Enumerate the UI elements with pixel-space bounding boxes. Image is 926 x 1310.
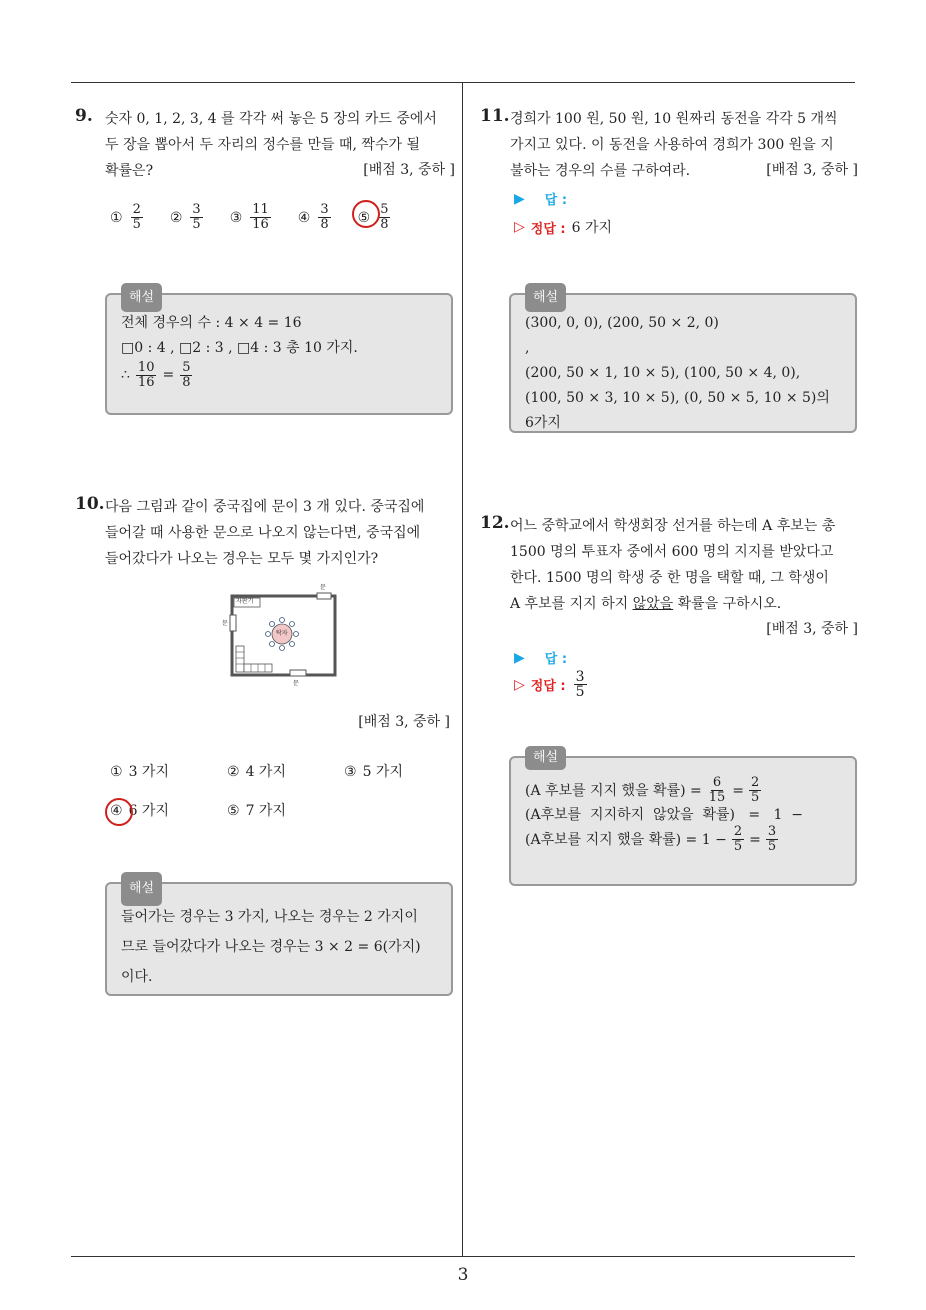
- column-divider: [462, 83, 463, 1256]
- q11-solution-box: 해설 (300, 0, 0), (200, 50 × 2, 0) , (200, 50 × 1, 10 × 5), (100, 50 × 4, 0), (100, 50 × 3, 10 × 5), (0, 50 × 5, 10 × 5)의 6가지: [509, 293, 857, 433]
- door-label-left: 문: [222, 620, 228, 627]
- choice-2[interactable]: ② 4 가지: [227, 764, 286, 780]
- door-label-top: 문: [320, 584, 326, 591]
- solution-tag: 해설: [525, 283, 566, 312]
- q10-score-meta: [배점 3, 중하 ]: [358, 714, 450, 730]
- question-text: 경희가 100 원, 50 원, 10 원짜리 동전을 각각 5 개씩 가지고 있다. 이 동전을 사용하여 경희가 300 원을 지 불하는 경우의 수를 구하여라. [배점 3, 중하 ]: [510, 106, 858, 184]
- q12-answer-row: [514, 648, 567, 667]
- q9-choices: [110, 203, 392, 232]
- question-number: 9.: [75, 106, 93, 126]
- choice-5[interactable]: ⑤ 7 가지: [227, 803, 286, 819]
- choice-4[interactable]: ④ $\frac{3}{8}$: [297, 202, 329, 232]
- answer-label: 답 :: [544, 652, 568, 667]
- question-number: 11.: [480, 106, 510, 126]
- question-text: 숫자 0, 1, 2, 3, 4 를 각각 써 놓은 5 장의 카드 중에서 두 장을 뽑아서 두 자리의 정수를 만들 때, 짝수가 될 확률은? [배점 3, 중하 ]: [105, 106, 455, 184]
- q10-solution-box: 해설 들어가는 경우는 3 가지, 나오는 경우는 2 가지이 므로 들어갔다가 나오는 경우는 3 × 2 = 6(가지) 이다.: [105, 882, 453, 996]
- choice-2[interactable]: ② $\frac{3}{5}$: [169, 202, 201, 232]
- play-triangle-icon: ▶: [514, 190, 525, 207]
- correct-value: $\frac{3}{5}$: [575, 669, 585, 700]
- choice-1[interactable]: ① $\frac{2}{5}$: [110, 202, 141, 232]
- correct-label: 정답 :: [530, 221, 566, 237]
- correct-label: 정답 :: [530, 679, 566, 694]
- score-meta: [배점 3, 중하 ]: [766, 162, 858, 178]
- question-9: [75, 106, 455, 184]
- restaurant-floor-plan: [222, 582, 342, 688]
- q11-correct-row: [514, 217, 612, 237]
- question-text: 어느 중학교에서 학생회장 선거를 하는데 A 후보는 총 1500 명의 투표자 중에서 600 명의 지지를 받았다고 한다. 1500 명의 학생 중 한 명을 택할 때, 그 학생이 A 후보를 지지 하지 않았을 확률을 구하시오. [배점 3, 중하 ]: [510, 513, 858, 641]
- q10-choices: [110, 760, 440, 823]
- door-label-bottom: 문: [293, 680, 299, 687]
- question-10: [75, 494, 455, 572]
- answer-label: 답 :: [544, 193, 568, 208]
- top-rule: [71, 82, 855, 83]
- score-meta: [배점 3, 중하 ]: [766, 621, 858, 637]
- question-11: [480, 106, 858, 184]
- page-number: 3: [457, 1265, 469, 1285]
- question-text: 다음 그림과 같이 중국집에 문이 3 개 있다. 중국집에 들어갈 때 사용한 문으로 나오지 않는다면, 중국집에 들어갔다가 나오는 경우는 모두 몇 가지인가?: [105, 499, 425, 567]
- question-number: 10.: [75, 494, 105, 514]
- choice-5[interactable]: ⑤ $\frac{5}{8}$: [358, 203, 393, 232]
- question-number: 12.: [480, 513, 510, 533]
- outline-triangle-icon: ▷: [514, 219, 525, 235]
- solution-tag: 해설: [525, 746, 566, 770]
- score-meta: [배점 3, 중하 ]: [363, 162, 455, 178]
- q12-correct-row: [514, 670, 589, 699]
- question-12: [480, 513, 858, 641]
- vending-machine-label: 자판기: [236, 598, 254, 605]
- choice-3[interactable]: ③ $\frac{11}{16}$: [229, 202, 269, 232]
- answer-circle-mark: [352, 200, 380, 228]
- choice-1[interactable]: ① 3 가지: [110, 764, 169, 780]
- q9-solution-box: 해설 전체 경우의 수 : 4 × 4 = 16 □0 : 4 , □2 : 3 , □4 : 3 총 10 가지. ∴ $\frac{10}{16}$ = $\frac{5}{8}$: [105, 293, 453, 415]
- play-triangle-icon: ▶: [514, 649, 525, 666]
- q11-answer-row: [514, 189, 567, 208]
- outline-triangle-icon: ▷: [514, 676, 525, 693]
- choice-3[interactable]: ③ 5 가지: [344, 764, 403, 780]
- solution-tag: 해설: [121, 283, 162, 312]
- solution-tag: 해설: [121, 872, 162, 906]
- table-label: 탁자: [276, 630, 288, 637]
- bottom-rule: [71, 1256, 855, 1257]
- choice-4[interactable]: ④ 6 가지: [110, 799, 227, 823]
- answer-circle-mark: [105, 798, 133, 826]
- q12-solution-box: 해설 (A 후보를 지지 했을 확률) = $\frac{6}{15}$ = $\frac{2}{5}$ (A후보를 지지하지 않았을 확률) = 1 − (A후보를 지지 했을 확률) = 1 − $\frac{2}{5}$ = $\frac{3}{5}$: [509, 756, 857, 886]
- correct-value: 6 가지: [571, 220, 613, 236]
